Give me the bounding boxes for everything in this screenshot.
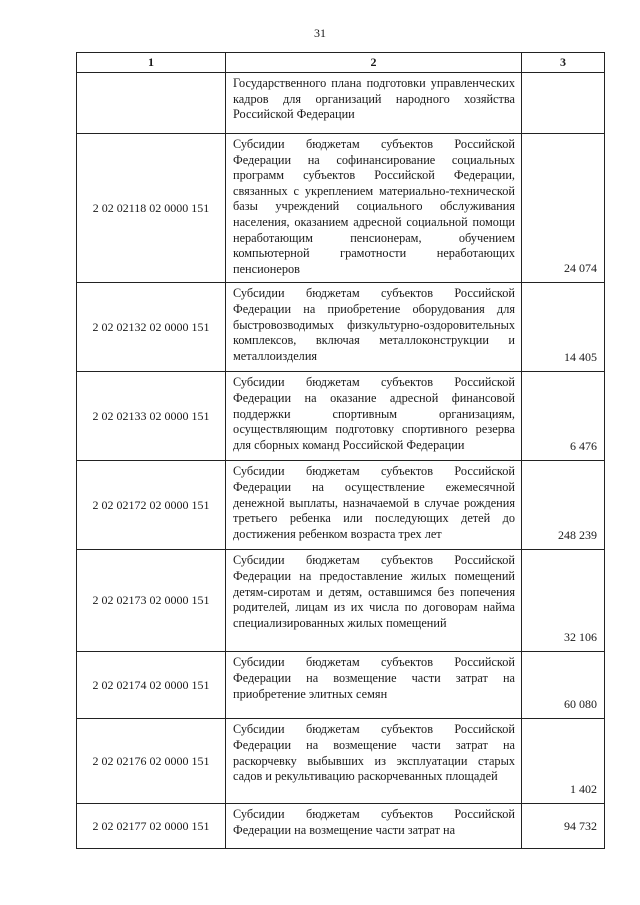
row-description: Субсидии бюджетам субъектов Российской Федерации на возмещение части затрат на раскорчевку выбывших из эксплуатации старых садов и рекультивацию раскорчеванных площадей <box>226 719 522 804</box>
table-row <box>77 283 605 372</box>
row-code: 2 02 02172 02 0000 151 <box>77 461 226 550</box>
row-code: 2 02 02176 02 0000 151 <box>77 719 226 804</box>
row-code: 2 02 02173 02 0000 151 <box>77 550 226 652</box>
table-row <box>77 652 605 719</box>
table-row <box>77 461 605 550</box>
row-amount: 60 080 <box>522 652 605 719</box>
table-row <box>77 73 605 134</box>
row-code: 2 02 02118 02 0000 151 <box>77 134 226 283</box>
table-row <box>77 134 605 283</box>
row-amount <box>522 73 605 134</box>
row-description: Субсидии бюджетам субъектов Российской Федерации на софинансирование социальных программ субъектов Российской Федерации, связанных с укреплением материально-технической базы учреждений социального обслуживания населения, оказанием адресной социальной помощи неработающим пенсионерам, обучением компьютерной грамотности неработающих пенсионеров <box>226 134 522 283</box>
row-description: Субсидии бюджетам субъектов Российской Федерации на осуществление ежемесячной денежной выплаты, назначаемой в случае рождения третьего ребенка или последующих детей до достижения ребенком возраста трех лет <box>226 461 522 550</box>
column-header-description: 2 <box>226 53 522 73</box>
row-amount: 94 732 <box>522 804 605 849</box>
table-row <box>77 719 605 804</box>
row-amount: 1 402 <box>522 719 605 804</box>
row-code: 2 02 02132 02 0000 151 <box>77 283 226 372</box>
budget-table <box>76 52 605 849</box>
row-description: Субсидии бюджетам субъектов Российской Федерации на возмещение части затрат на <box>226 804 522 849</box>
table-header-row <box>77 53 605 73</box>
table-row <box>77 804 605 849</box>
table-row <box>77 550 605 652</box>
row-amount: 14 405 <box>522 283 605 372</box>
row-amount: 24 074 <box>522 134 605 283</box>
row-code: 2 02 02177 02 0000 151 <box>77 804 226 849</box>
row-description: Субсидии бюджетам субъектов Российской Федерации на возмещение части затрат на приобретение элитных семян <box>226 652 522 719</box>
row-description: Субсидии бюджетам субъектов Российской Федерации на предоставление жилых помещений детям-сиротам и детям, оставшимся без попечения родителей, лицам из их числа по договорам найма специализированных жилых помещений <box>226 550 522 652</box>
table-row <box>77 372 605 461</box>
page-number: 31 <box>314 26 326 40</box>
row-amount: 32 106 <box>522 550 605 652</box>
row-code <box>77 73 226 134</box>
row-code: 2 02 02133 02 0000 151 <box>77 372 226 461</box>
row-description: Субсидии бюджетам субъектов Российской Федерации на приобретение оборудования для быстровозводимых физкультурно-оздоровительных комплексов, включая металлоконструкции и металлоизделия <box>226 283 522 372</box>
row-description: Государственного плана подготовки управленческих кадров для организаций народного хозяйства Российской Федерации <box>226 73 522 134</box>
column-header-amount: 3 <box>522 53 605 73</box>
row-code: 2 02 02174 02 0000 151 <box>77 652 226 719</box>
row-amount: 248 239 <box>522 461 605 550</box>
row-description: Субсидии бюджетам субъектов Российской Федерации на оказание адресной финансовой поддержки спортивным организациям, осуществляющим подготовку спортивного резерва для сборных команд Российской Федерации <box>226 372 522 461</box>
row-amount: 6 476 <box>522 372 605 461</box>
column-header-code: 1 <box>77 53 226 73</box>
